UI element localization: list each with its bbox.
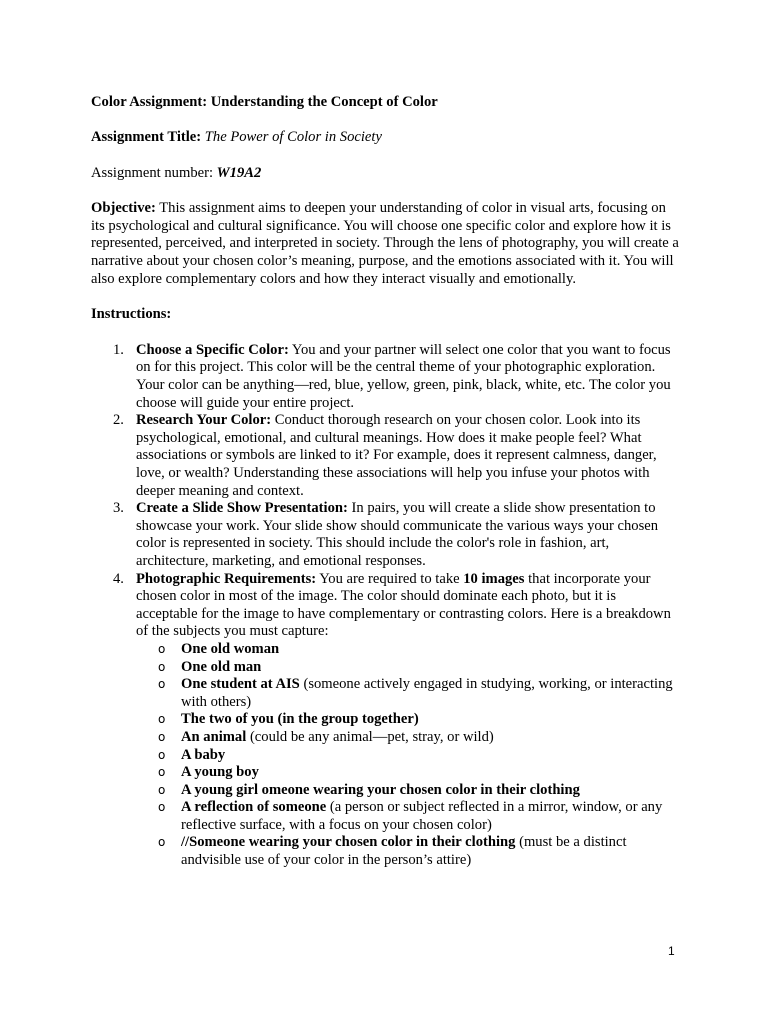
bullet-icon: o xyxy=(158,747,166,762)
bullet-icon: o xyxy=(158,659,166,674)
instruction-text: You and your partner will select one color that you want to focus on for this project. This color will be the central theme of your photographic exploration. Your color can be anything—red, blue, yellow, green, pink, black, white, etc. The color you choose will guide your entire project. xyxy=(136,341,671,411)
subject-item xyxy=(136,641,681,659)
subject-item xyxy=(136,729,681,747)
instruction-item xyxy=(91,342,681,412)
subject-item xyxy=(136,799,681,834)
instruction-number: 2. xyxy=(113,412,124,429)
bullet-icon: o xyxy=(158,641,166,656)
subject-item xyxy=(136,764,681,782)
document-title: Color Assignment: Understanding the Concept of Color xyxy=(91,94,438,110)
instruction-number: 1. xyxy=(113,341,124,358)
instruction-label: Photographic Requirements: xyxy=(136,570,317,587)
subject-detail: (a person or subject reflected in a mirror, window, or any reflective surface, with a focus on your chosen color) xyxy=(181,799,663,833)
subject-detail: (must be a distinct andvisible use of your color in the person’s attire) xyxy=(181,834,627,869)
bullet-icon: o xyxy=(158,729,166,744)
instruction-number: 4. xyxy=(113,570,124,587)
page-number: 1 xyxy=(668,944,675,958)
assignment-title-value: The Power of Color in Society xyxy=(204,129,382,146)
subjects-list xyxy=(136,641,681,870)
instruction-text: Conduct thorough research on your chosen color. Look into its psychological, emotional, and cultural meanings. How does it make people feel? What associations or symbols are linked to it? For example, does it represent calmness, danger, love, or wealth? Understanding these associations will help you infuse your photos with deeper meaning and context. xyxy=(136,412,657,499)
subject-item xyxy=(136,782,681,800)
instruction-number: 3. xyxy=(113,500,124,517)
subject-item xyxy=(136,711,681,729)
assignment-number-value: W19A2 xyxy=(216,164,262,181)
subject-item xyxy=(136,834,681,869)
subject-item xyxy=(136,747,681,765)
instruction-item xyxy=(91,571,681,870)
bullet-icon: o xyxy=(158,782,166,797)
bullet-icon: o xyxy=(158,835,166,850)
subject-item xyxy=(136,676,681,711)
bullet-icon: o xyxy=(158,800,166,815)
subject-bold: A young boy xyxy=(181,764,259,781)
assignment-number-line xyxy=(91,165,681,183)
instruction-label: Choose a Specific Color: xyxy=(136,341,289,358)
instruction-text-before: You are required to take xyxy=(319,570,460,587)
objective-paragraph xyxy=(91,200,681,288)
instruction-item xyxy=(91,500,681,570)
subject-item xyxy=(136,659,681,677)
subject-detail: (could be any animal—pet, stray, or wild) xyxy=(249,728,494,745)
subject-bold: //Someone wearing your chosen color in their clothing xyxy=(181,834,516,851)
instructions-heading: Instructions: xyxy=(91,306,172,323)
subject-bold: A baby xyxy=(181,746,226,763)
subject-bold: One old man xyxy=(181,658,262,675)
instruction-emphasis: 10 images xyxy=(463,570,525,587)
objective-label: Objective: xyxy=(91,200,156,217)
instruction-label: Research Your Color: xyxy=(136,412,272,429)
objective-text: This assignment aims to deepen your understanding of color in visual arts, focusing on its psychological and cultural significance. You will choose one specific color and explore how it is represented, perceived, and interpreted in society. Through the lens of photography, you will create a narrative about your chosen color’s meaning, purpose, and the emotions associated with it. You will also explore complementary colors and how they interact visually and emotionally. xyxy=(91,200,679,287)
bullet-icon: o xyxy=(158,712,166,727)
assignment-title-label: Assignment Title: xyxy=(91,129,202,146)
subject-bold: An animal xyxy=(181,728,247,745)
instruction-item xyxy=(91,412,681,500)
assignment-number-label: Assignment number: xyxy=(91,164,214,181)
subject-bold: A young girl omeone wearing your chosen color in their clothing xyxy=(181,781,580,798)
document-page xyxy=(91,94,681,870)
subject-bold: The two of you (in the group together) xyxy=(181,711,419,728)
subject-bold: One old woman xyxy=(181,640,280,657)
subject-detail: (someone actively engaged in studying, working, or interacting with others) xyxy=(181,676,673,710)
instruction-text: In pairs, you will create a slide show presentation to showcase your work. Your slide show should communicate the various ways your chosen color is represented in society. This should include the color's role in fashion, art, architecture, marketing, and emotional responses. xyxy=(136,500,659,569)
instruction-label: Create a Slide Show Presentation: xyxy=(136,500,348,517)
assignment-title-line xyxy=(91,129,681,147)
subject-bold: One student at AIS xyxy=(181,676,300,693)
bullet-icon: o xyxy=(158,677,166,692)
instruction-text-after: that incorporate your chosen color in most of the image. The color should dominate each photo, but it is acceptable for the image to have complementary or contrasting colors. Here is a breakdown of the subjects you must capture: xyxy=(136,570,671,640)
instructions-list xyxy=(91,342,681,870)
subject-bold: A reflection of someone xyxy=(181,799,327,816)
bullet-icon: o xyxy=(158,765,166,780)
